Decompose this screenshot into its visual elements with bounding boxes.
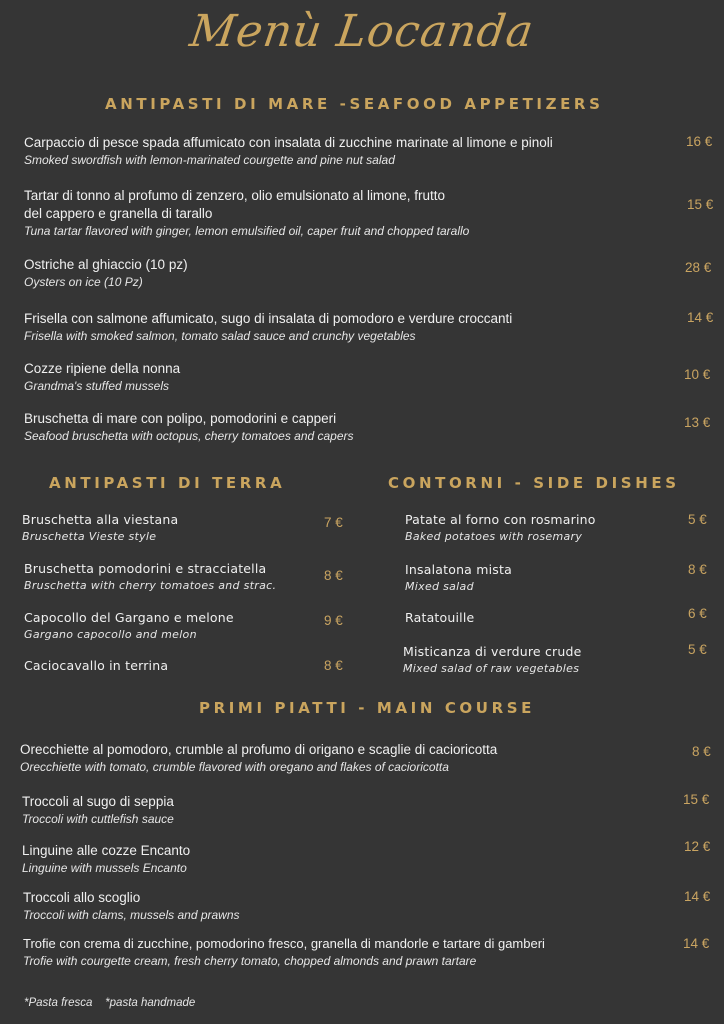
menu-item	[24, 560, 276, 594]
item-name: Bruschetta alla viestana	[22, 512, 179, 527]
item-price: 28 €	[685, 260, 712, 275]
item-desc: Mixed salad of raw vegetables	[403, 662, 580, 675]
section-heading-seafood: ANTIPASTI DI MARE -SEAFOOD APPETIZERS	[105, 95, 604, 113]
menu-item	[22, 793, 174, 827]
item-desc: Grandma's stuffed mussels	[24, 379, 170, 393]
menu-item	[24, 657, 168, 675]
menu-item	[22, 842, 190, 876]
menu-item	[24, 256, 188, 290]
item-desc: Mixed salad	[405, 580, 474, 593]
item-desc: Troccoli with cuttlefish sauce	[22, 812, 174, 826]
item-name: Frisella con salmone affumicato, sugo di insalata di pomodoro e verdure croccanti	[24, 311, 513, 326]
item-price: 8 €	[692, 744, 711, 759]
item-price: 10 €	[684, 367, 711, 382]
item-name: Tartar di tonno al profumo di zenzero, olio emulsionato al limone, frutto	[24, 188, 445, 203]
item-price: 5 €	[688, 512, 707, 527]
item-name: Caciocavallo in terrina	[24, 658, 169, 673]
menu-item	[24, 134, 553, 168]
item-price: 15 €	[683, 792, 710, 807]
menu-item	[23, 889, 240, 923]
menu-item	[405, 561, 512, 595]
item-name: Carpaccio di pesce spada affumicato con insalata di zucchine marinate al limone e pinoli	[24, 135, 553, 150]
item-name: Orecchiette al pomodoro, crumble al profumo di origano e scaglie di cacioricotta	[20, 742, 498, 757]
item-price: 14 €	[683, 936, 710, 951]
item-desc: Bruschetta with cherry tomatoes and strac.	[24, 579, 277, 592]
item-desc: Orecchiette with tomato, crumble flavored with oregano and flakes of cacioricotta	[20, 760, 449, 774]
item-price: 5 €	[688, 642, 707, 657]
menu-item	[403, 643, 582, 677]
item-price: 16 €	[686, 134, 713, 149]
item-name: Bruschetta pomodorini e stracciatella	[24, 561, 267, 576]
item-price: 9 €	[324, 613, 343, 628]
item-name-line2: del cappero e granella di tarallo	[24, 206, 213, 221]
item-name: Linguine alle cozze Encanto	[22, 843, 191, 858]
item-name: Patate al forno con rosmarino	[405, 512, 596, 527]
menu-item	[24, 310, 512, 344]
menu-item	[24, 187, 469, 239]
item-desc: Baked potatoes with rosemary	[405, 530, 583, 543]
item-desc: Trofie with courgette cream, fresh cherry tomato, chopped almonds and prawn tartare	[23, 954, 477, 968]
item-desc: Seafood bruschetta with octopus, cherry tomatoes and capers	[24, 429, 354, 443]
item-price: 14 €	[684, 889, 711, 904]
item-name: Insalatona mista	[405, 562, 512, 577]
item-name: Ratatouille	[405, 610, 475, 625]
item-name: Misticanza di verdure crude	[403, 644, 582, 659]
item-name: Troccoli al sugo di seppia	[22, 794, 174, 809]
item-desc: Oysters on ice (10 Pz)	[24, 275, 143, 289]
section-heading-terra: ANTIPASTI DI TERRA	[49, 474, 286, 492]
menu-item	[22, 511, 178, 545]
item-name: Trofie con crema di zucchine, pomodorino fresco, granella di mandorle e tartare di gamberi	[23, 936, 545, 951]
section-heading-primi: PRIMI PIATTI - MAIN COURSE	[199, 699, 535, 717]
item-name: Cozze ripiene della nonna	[24, 361, 181, 376]
item-desc: Frisella with smoked salmon, tomato salad sauce and crunchy vegetables	[24, 329, 416, 343]
item-name: Troccoli allo scoglio	[23, 890, 141, 905]
item-desc: Smoked swordfish with lemon-marinated courgette and pine nut salad	[24, 153, 395, 167]
menu-item	[405, 511, 596, 545]
item-price: 15 €	[687, 197, 714, 212]
item-price: 6 €	[688, 606, 707, 621]
menu-item	[24, 410, 354, 444]
item-price: 12 €	[684, 839, 711, 854]
item-desc: Gargano capocollo and melon	[24, 628, 197, 641]
item-desc: Troccoli with clams, mussels and prawns	[23, 908, 240, 922]
menu-item	[24, 360, 180, 394]
item-price: 7 €	[324, 515, 343, 530]
menu-item	[24, 609, 234, 643]
item-price: 8 €	[324, 568, 343, 583]
item-price: 8 €	[688, 562, 707, 577]
item-price: 8 €	[324, 658, 343, 673]
menu-item	[405, 609, 474, 627]
footnote: *Pasta fresca *pasta handmade	[24, 997, 196, 1009]
section-heading-contorni: CONTORNI - SIDE DISHES	[388, 474, 680, 492]
item-name: Ostriche al ghiaccio (10 pz)	[24, 257, 188, 272]
menu-title: Menù Locanda	[186, 6, 538, 57]
item-name: Capocollo del Gargano e melone	[24, 610, 234, 625]
item-desc: Bruschetta Vieste style	[22, 530, 157, 543]
menu-item	[23, 935, 545, 969]
item-desc: Tuna tartar flavored with ginger, lemon emulsified oil, caper fruit and chopped tarallo	[24, 224, 470, 238]
menu-item	[20, 741, 497, 775]
item-price: 13 €	[684, 415, 711, 430]
item-price: 14 €	[687, 310, 714, 325]
item-desc: Linguine with mussels Encanto	[22, 861, 187, 875]
item-name: Bruschetta di mare con polipo, pomodorini e capperi	[24, 411, 337, 426]
